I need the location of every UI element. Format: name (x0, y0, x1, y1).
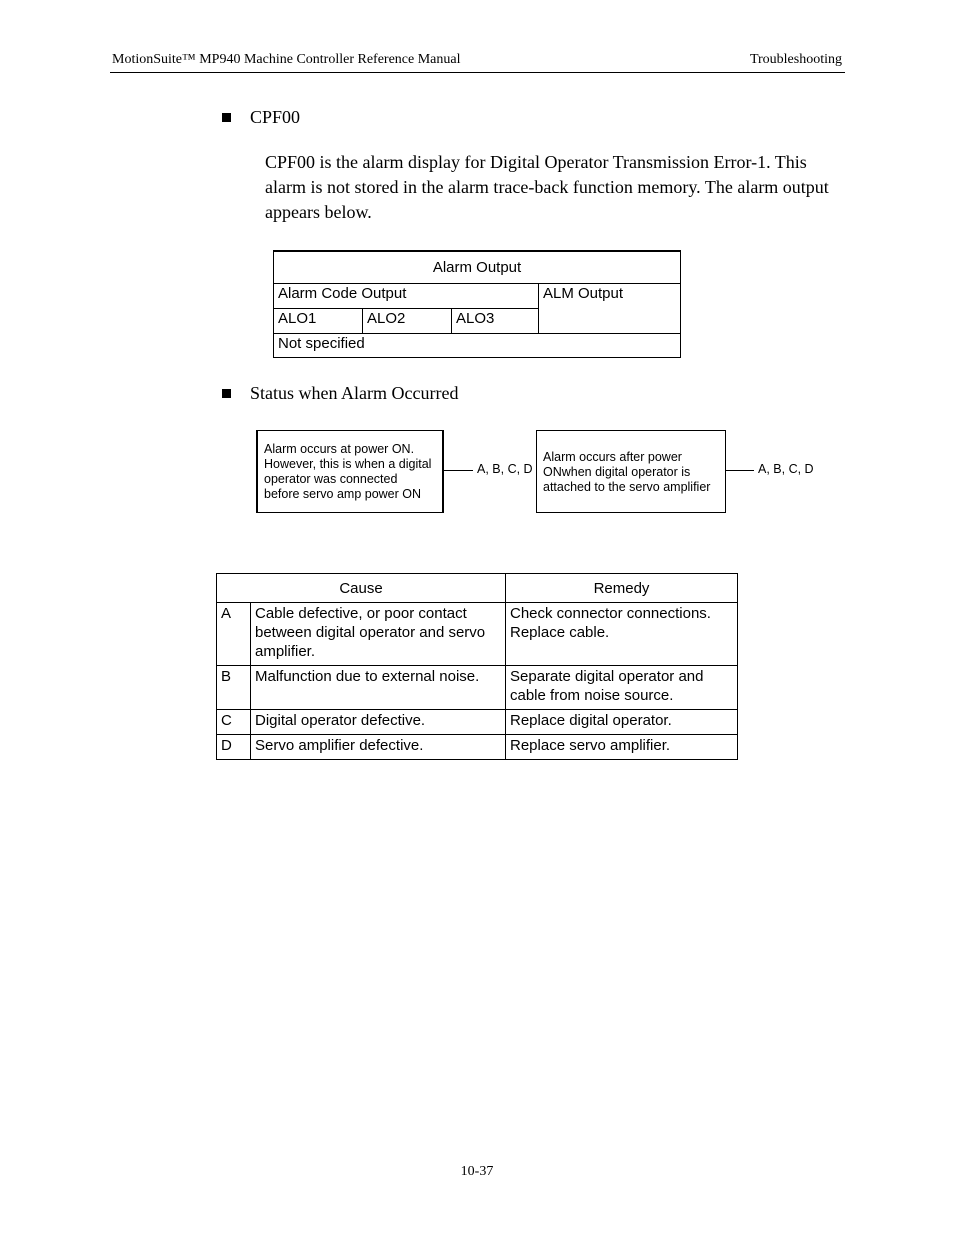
alarm-code-alo1: ALO1 (274, 309, 363, 334)
cause-id: C (217, 710, 251, 735)
page-number: 10-37 (460, 1164, 494, 1179)
alarm-output-title: Alarm Output (274, 251, 681, 284)
cause-header: Cause (217, 574, 506, 603)
cause-id: A (217, 603, 251, 666)
remedy-text: Replace servo amplifier. (506, 735, 738, 760)
status-box-power-on: Alarm occurs at power ON. However, this is when a digital operator was connected before servo amp power ON (256, 430, 444, 513)
header-section: Troubleshooting (749, 52, 842, 67)
table-row (217, 735, 738, 760)
header-divider (110, 72, 845, 73)
section-heading-cpf00: CPF00 (250, 107, 301, 127)
remedy-text: Separate digital operator and cable from noise source. (506, 666, 738, 710)
header-title: MotionSuite™ MP940 Machine Controller Reference Manual (112, 52, 461, 67)
cause-text: Servo amplifier defective. (251, 735, 506, 760)
remedy-text: Check connector connections. Replace cable. (506, 603, 738, 666)
cause-text: Digital operator defective. (251, 710, 506, 735)
cause-remedy-table (216, 573, 738, 760)
table-row (217, 666, 738, 710)
status-connector-line (726, 470, 754, 471)
table-row (217, 603, 738, 666)
alarm-output-table (273, 250, 681, 358)
remedy-header: Remedy (506, 574, 738, 603)
alarm-code-alo2: ALO2 (363, 309, 452, 334)
square-bullet-icon (222, 113, 231, 122)
alarm-output-value: Not specified (274, 334, 681, 358)
remedy-text: Replace digital operator. (506, 710, 738, 735)
cause-id: B (217, 666, 251, 710)
status-result-label: A, B, C, D (477, 462, 533, 476)
cause-text: Malfunction due to external noise. (251, 666, 506, 710)
alarm-code-output-header: Alarm Code Output (274, 284, 539, 309)
cause-id: D (217, 735, 251, 760)
alarm-code-alo3: ALO3 (452, 309, 539, 334)
status-result-label: A, B, C, D (758, 462, 814, 476)
cause-text: Cable defective, or poor contact between digital operator and servo amplifier. (251, 603, 506, 666)
status-connector-line (444, 470, 473, 471)
section-heading-status: Status when Alarm Occurred (250, 383, 459, 403)
table-row (217, 710, 738, 735)
square-bullet-icon (222, 389, 231, 398)
alm-output-header: ALM Output (539, 284, 681, 334)
status-box-after-power-on: Alarm occurs after power ONwhen digital operator is attached to the servo amplifier (536, 430, 726, 513)
section-paragraph: CPF00 is the alarm display for Digital Operator Transmission Error-1. This alarm is not stored in the alarm trace-back function memory. The alarm output appears below. (265, 152, 829, 222)
